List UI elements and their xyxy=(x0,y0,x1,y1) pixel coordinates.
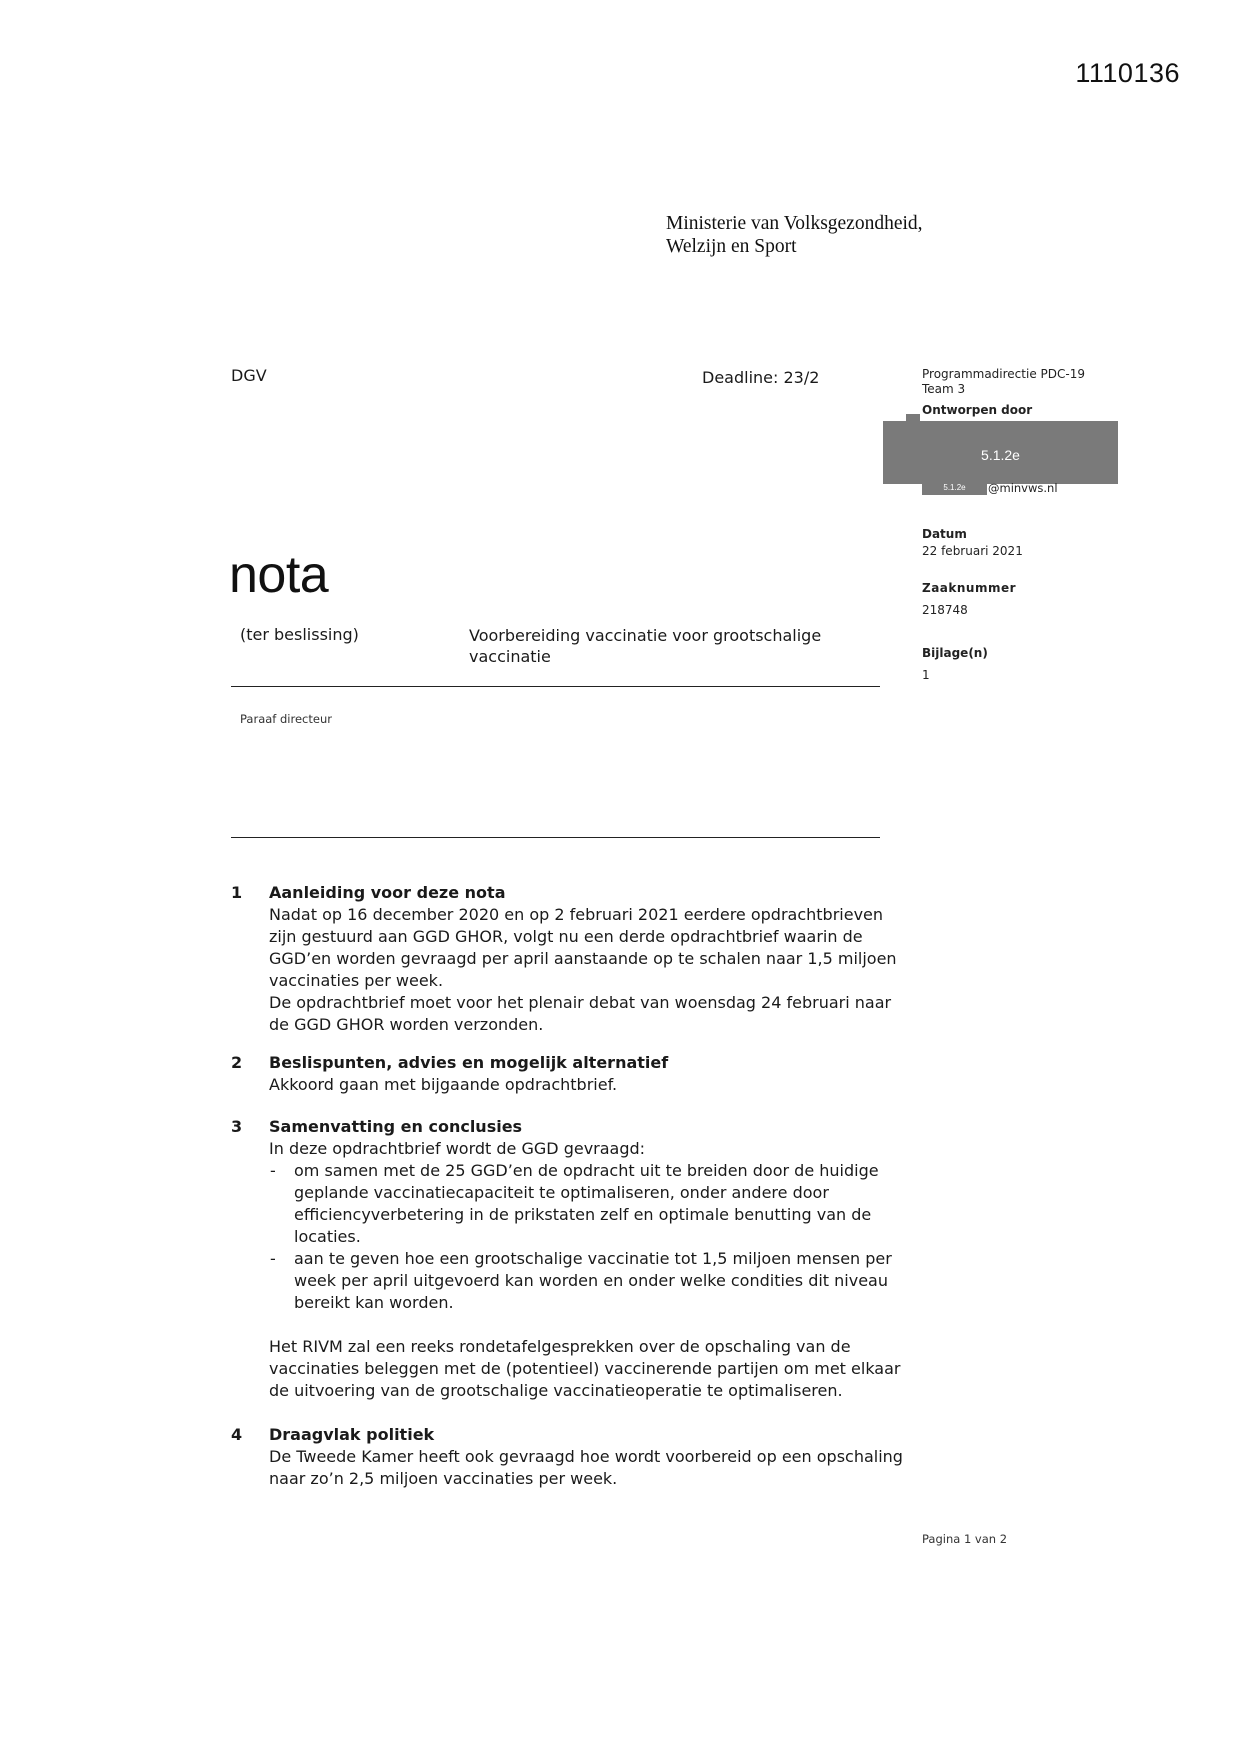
section-number: 1 xyxy=(231,883,243,902)
divider-top xyxy=(231,686,880,687)
bullet-list xyxy=(269,1160,911,1314)
section-2 xyxy=(231,1052,911,1096)
section-number: 4 xyxy=(231,1425,243,1444)
section-number: 3 xyxy=(231,1117,243,1136)
ministry-line-1: Ministerie van Volksgezondheid, xyxy=(666,213,923,234)
paraaf-directeur: Paraaf directeur xyxy=(240,712,332,726)
page-number: Pagina 1 van 2 xyxy=(922,1532,1008,1546)
decision-type: (ter beslissing) xyxy=(240,625,359,644)
section-number: 2 xyxy=(231,1053,243,1072)
section-title: Samenvatting en conclusies xyxy=(269,1117,523,1136)
document-number: 1110136 xyxy=(1075,58,1180,88)
redaction-code-small: 5.1.2e xyxy=(922,481,987,495)
section-1 xyxy=(231,882,911,1036)
date-value: 22 februari 2021 xyxy=(922,544,1023,558)
section-paragraph: De Tweede Kamer heeft ook gevraagd hoe wordt voorbereid op een opschaling naar zo’n 2,5 miljoen vaccinaties per week. xyxy=(269,1447,903,1488)
section-title: Draagvlak politiek xyxy=(269,1425,435,1444)
section-intro: In deze opdrachtbrief wordt de GGD gevraagd: xyxy=(269,1139,646,1158)
redaction-code: 5.1.2e xyxy=(981,447,1020,463)
program-line-1: Programmadirectie PDC-19 xyxy=(922,367,1085,381)
bullet-item: - om samen met de 25 GGD’en de opdracht uit te breiden door de huidige geplande vaccinatiecapaciteit te optimaliseren, onder andere door efficiencyverbetering in de prikstaten zelf en optimale benutting van de locaties. xyxy=(269,1160,911,1248)
section-paragraph: Het RIVM zal een reeks rondetafelgesprekken over de opschaling van de vaccinaties beleggen met de (potentieel) vaccinerende partijen om met elkaar de uitvoering van de grootschalige vaccinatieoperatie te optimaliseren. xyxy=(269,1337,901,1400)
designed-by-label: Ontworpen door xyxy=(922,403,1033,417)
bullet-item: - aan te geven hoe een grootschalige vaccinatie tot 1,5 miljoen mensen per week per april uitgevoerd kan worden en onder welke condities dit niveau bereikt kan worden. xyxy=(269,1248,911,1314)
document-title: nota xyxy=(229,546,329,604)
case-number-label: Zaaknummer xyxy=(922,581,1017,595)
ministry-line-2: Welzijn en Sport xyxy=(666,236,797,257)
divider-bottom xyxy=(231,837,880,838)
case-number-value: 218748 xyxy=(922,603,968,617)
section-3 xyxy=(231,1116,911,1402)
date-label: Datum xyxy=(922,527,967,541)
section-4 xyxy=(231,1424,911,1490)
ministry-logo-text xyxy=(666,212,923,258)
section-paragraph: Akkoord gaan met bijgaande opdrachtbrief. xyxy=(269,1075,618,1094)
section-title: Beslispunten, advies en mogelijk alternatief xyxy=(269,1053,669,1072)
deadline-label: Deadline: 23/2 xyxy=(702,368,820,387)
subject: Voorbereiding vaccinatie voor grootschalige vaccinatie xyxy=(469,626,822,666)
email-suffix: @minvws.nl xyxy=(988,481,1058,495)
section-title: Aanleiding voor deze nota xyxy=(269,883,506,902)
program-directorate xyxy=(922,367,1085,397)
program-line-2: Team 3 xyxy=(922,382,966,396)
section-paragraph: Nadat op 16 december 2020 en op 2 februari 2021 eerdere opdrachtbrieven zijn gestuurd aan GGD GHOR, volgt nu een derde opdrachtbrief waarin de GGD’en worden gevraagd per april aanstaande op te schalen naar 1,5 miljoen vaccinaties per week. xyxy=(269,905,897,990)
section-paragraph: De opdrachtbrief moet voor het plenair debat van woensdag 24 februari naar de GGD GHOR worden verzonden. xyxy=(269,993,892,1034)
department-label: DGV xyxy=(231,366,267,385)
attachment-label: Bijlage(n) xyxy=(922,646,988,660)
attachment-value: 1 xyxy=(922,668,930,682)
